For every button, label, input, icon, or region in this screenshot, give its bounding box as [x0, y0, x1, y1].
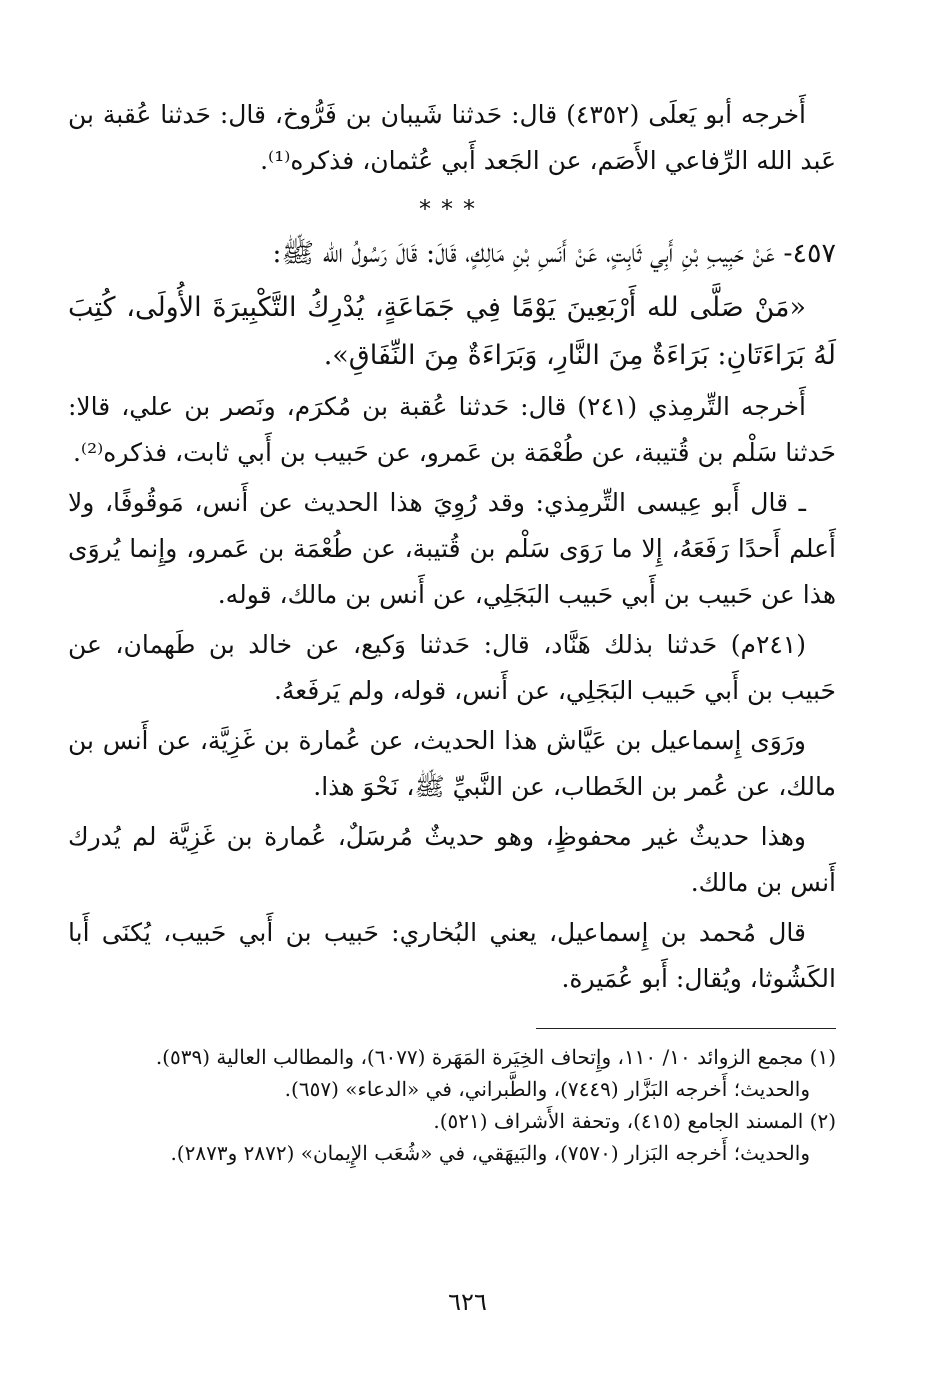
paragraph-tirmidhi-comment: ـ قال أَبو عِيسى التِّرمِذي: وقد رُوِيَ هذا الحديث عن أَنس، مَوقُوفًا، ولا أَعلم أَحدًا رَفَعَهُ، إِلا ما رَوَى سَلْم بن قُتيبة، عن طُعْمَة بن عَمرو، وإِنما يُروَى هذا عن حَبيب بن أَبي حَبيب البَجَلِي، عن أَنس بن مالك، قوله.	[68, 488, 836, 609]
paragraph-ismail: ورَوَى إِسماعيل بن عَيَّاش هذا الحديث، عن عُمارة بن غَزِيَّة، عن أَنس بن مالك، عن عُمر بن الخَطاب، عن النَّبيِّ ﷺ، نَحْوَ هذا.	[68, 726, 836, 801]
paragraph-takhrij-abu-yala: أَخرجه أبو يَعلَى (٤٣٥٢) قال: حَدثنا شَيبان بن فَرُّوخ، قال: حَدثنا عُقبة بن عَبد الله الرِّفاعي الأَصَم، عن الجَعد أَبي عُثمان، فذكره⁽¹⁾.	[68, 100, 836, 175]
footnotes	[68, 1041, 836, 1169]
paragraph-hannad: (٢٤١م) حَدثنا بذلك هَنَّاد، قال: حَدثنا وَكيع، عن خالد بن طَهمان، عن حَبيب بن أَبي حَبيب البَجَلِي، عن أَنس، قوله، ولم يَرفَعهُ.	[68, 630, 836, 705]
page-body	[68, 92, 836, 1169]
footnote-2: (٢) المسند الجامع (٤١٥)، وتحفة الأَشراف (٥٢١).	[433, 1109, 836, 1133]
paragraph-takhrij-tirmidhi: أَخرجه التِّرمِذي (٢٤١) قال: حَدثنا عُقبة بن مُكرَم، ونَصر بن علي، قالا: حَدثنا سَلْم بن قُتيبة، عن طُعْمَة بن عَمرو، عن حَبيب بن أَبي ثابت، فذكره⁽²⁾.	[68, 392, 836, 467]
section-separator: ***	[419, 195, 485, 223]
footnote-2-continued: والحديث؛ أَخرجه البَزار (٧٥٧٠)، والبَيهَقي، في «شُعَب الإِيمان» (٢٨٧٢ و٢٨٧٣).	[170, 1141, 810, 1165]
footnote-1: (١) مجمع الزوائد ١٠/ ١١٠، وإِتحاف الخِيَرة المَهَرة (٦٠٧٧)، والمطالب العالية (٥٣٩).	[155, 1045, 836, 1069]
paragraph-mahfuz: وهذا حديثٌ غير محفوظٍ، وهو حديثٌ مُرسَلٌ، عُمارة بن غَزِيَّة لم يُدرك أَنس بن مالك.	[68, 822, 836, 897]
page-number: ٦٢٦	[448, 1288, 487, 1316]
hadith-heading: ٤٥٧- عَنْ حَبِيبِ بْنِ أَبِي ثَابِتٍ، عَنْ أَنَسِ بْنِ مَالِكٍ، قَالَ: قَالَ رَسُولُ الله ﷺ:	[272, 238, 836, 269]
footnote-divider	[536, 1028, 836, 1029]
paragraph-bukhari: قال مُحمد بن إِسماعيل، يعني البُخاري: حَبيب بن أَبي حَبيب، يُكنَى أَبا الكَشُوثا، ويُقال: أَبو عُمَيرة.	[68, 918, 836, 993]
hadith-text: «مَنْ صَلَّى لله أَرْبَعِينَ يَوْمًا فِي جَمَاعَةٍ، يُدْرِكُ التَّكْبِيرَةَ الأُولَى، كُتِبَ لَهُ بَرَاءَتَانِ: بَرَاءَةٌ مِنَ النَّارِ، وَبَرَاءَةٌ مِنَ النِّفَاقِ».	[68, 292, 836, 371]
footnote-1-continued: والحديث؛ أَخرجه البَزَّار (٧٤٤٩)، والطَّبراني، في «الدعاء» (٦٥٧).	[284, 1077, 810, 1101]
